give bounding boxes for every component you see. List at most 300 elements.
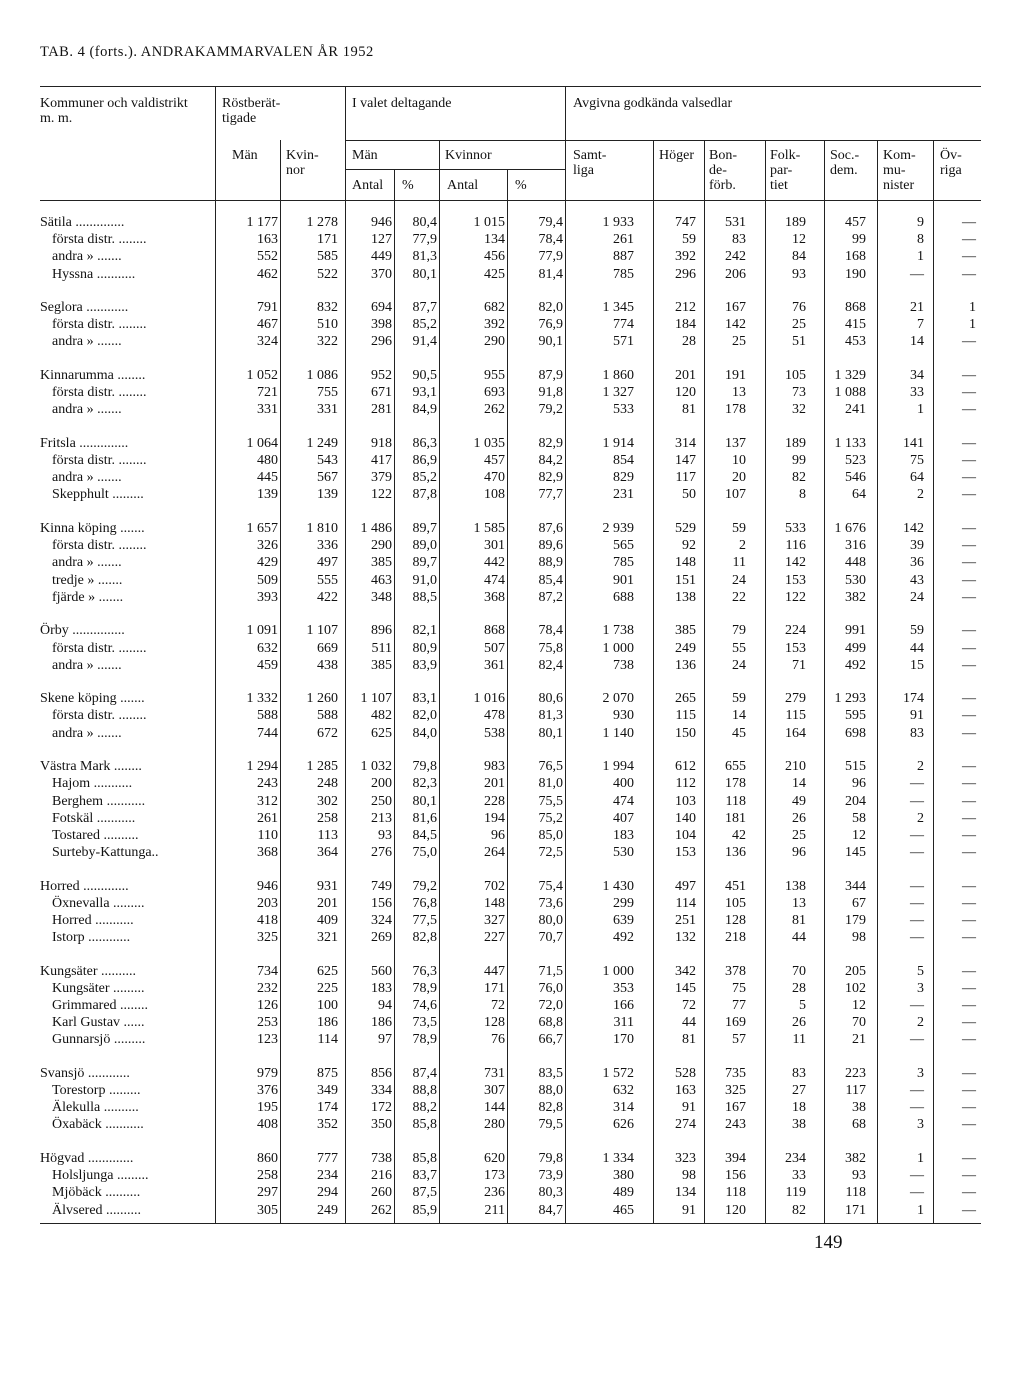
cell-kvinnor: 258 <box>317 810 338 826</box>
cell-deltagande-kvinnor-antal: 457 <box>484 453 505 469</box>
cell-bondeforb: 59 <box>732 521 746 537</box>
cell-ovriga: — <box>962 538 976 554</box>
cell-man: 480 <box>257 453 278 469</box>
cell-ovriga: — <box>962 827 976 843</box>
cell-hoger: 134 <box>675 1185 696 1201</box>
cell-samtliga: 170 <box>613 1032 634 1048</box>
cell-bondeforb: 10 <box>732 453 746 469</box>
row-name: Kungsäter ......... <box>52 980 145 996</box>
cell-kommunister: 2 <box>917 1015 924 1031</box>
cell-deltagande-man-antal: 856 <box>371 1066 392 1081</box>
cell-socdem: 117 <box>845 1083 866 1099</box>
cell-deltagande-kvinnor-pct: 77,9 <box>538 249 563 265</box>
header-divider <box>877 140 878 200</box>
cell-kommunister: 64 <box>910 470 924 486</box>
cell-deltagande-man-pct: 76,8 <box>412 895 437 911</box>
cell-kvinnor: 585 <box>317 249 338 265</box>
cell-socdem: 698 <box>845 725 866 741</box>
cell-deltagande-kvinnor-antal: 228 <box>484 793 505 809</box>
cell-deltagande-kvinnor-antal: 96 <box>491 827 505 843</box>
cell-socdem: 344 <box>845 878 866 894</box>
table-row <box>40 1014 981 1031</box>
cell-samtliga: 887 <box>613 249 634 265</box>
cell-socdem: 1 088 <box>834 385 866 401</box>
cell-ovriga: — <box>962 1083 976 1099</box>
cell-man: 195 <box>257 1100 278 1116</box>
cell-man: 462 <box>257 266 278 282</box>
cell-bondeforb: 178 <box>725 776 746 792</box>
cell-man: 418 <box>257 912 278 928</box>
cell-deltagande-kvinnor-antal: 148 <box>484 895 505 911</box>
cell-man: 305 <box>257 1202 278 1218</box>
cell-kvinnor: 522 <box>317 266 338 282</box>
row-name: första distr. ........ <box>52 317 147 333</box>
cell-deltagande-kvinnor-pct: 84,7 <box>538 1202 563 1218</box>
cell-socdem: 448 <box>845 555 866 571</box>
cell-deltagande-man-antal: 93 <box>378 827 392 843</box>
row-name: Kungsäter .......... <box>40 963 137 979</box>
cell-man: 258 <box>257 1168 278 1184</box>
cell-man: 744 <box>257 725 278 741</box>
row-name: Örby ............... <box>40 623 125 639</box>
cell-deltagande-man-pct: 89,7 <box>412 521 437 537</box>
cell-ovriga: — <box>962 1117 976 1133</box>
cell-deltagande-man-antal: 200 <box>371 776 392 792</box>
cell-deltagande-man-antal: 260 <box>371 1185 392 1201</box>
cell-bondeforb: 191 <box>725 368 746 384</box>
row-name: andra » ....... <box>52 657 122 673</box>
cell-deltagande-man-pct: 80,4 <box>412 215 437 230</box>
cell-deltagande-kvinnor-antal: 478 <box>484 708 505 724</box>
cell-deltagande-kvinnor-pct: 76,0 <box>538 980 563 996</box>
cell-deltagande-kvinnor-pct: 79,4 <box>538 215 563 230</box>
cell-samtliga: 533 <box>613 402 634 418</box>
cell-bondeforb: 218 <box>725 930 746 946</box>
cell-deltagande-kvinnor-antal: 134 <box>484 232 505 248</box>
cell-deltagande-man-antal: 250 <box>371 793 392 809</box>
cell-man: 261 <box>257 810 278 826</box>
cell-ovriga: — <box>962 895 976 911</box>
cell-samtliga: 166 <box>613 998 634 1013</box>
cell-deltagande-kvinnor-pct: 73,9 <box>538 1168 563 1184</box>
header-kvinnor: Kvin-nor <box>286 148 319 178</box>
cell-socdem: 868 <box>845 300 866 316</box>
cell-deltagande-man-antal: 463 <box>371 572 392 588</box>
header-pct-man: % <box>402 178 414 193</box>
table-row <box>40 572 981 589</box>
row-name: Seglora ............ <box>40 300 129 316</box>
cell-bondeforb: 451 <box>725 878 746 894</box>
cell-kommunister: 174 <box>903 691 924 707</box>
column-divider <box>933 200 934 1223</box>
cell-ovriga: — <box>962 691 976 707</box>
cell-socdem: 595 <box>845 708 866 724</box>
cell-kommunister: 36 <box>910 555 924 571</box>
row-name: Gunnarsjö ......... <box>52 1032 146 1048</box>
cell-deltagande-man-antal: 370 <box>371 266 392 282</box>
cell-samtliga: 1 738 <box>602 623 634 639</box>
table-row <box>40 1116 981 1133</box>
cell-kvinnor: 875 <box>317 1066 338 1081</box>
cell-ovriga: — <box>962 878 976 894</box>
cell-kommunister: 15 <box>910 657 924 673</box>
cell-ovriga: — <box>962 572 976 588</box>
cell-deltagande-man-pct: 84,9 <box>412 402 437 418</box>
cell-socdem: 58 <box>852 810 866 826</box>
cell-bondeforb: 394 <box>725 1151 746 1167</box>
cell-hoger: 44 <box>682 1015 696 1031</box>
cell-deltagande-kvinnor-pct: 68,8 <box>538 1015 563 1031</box>
cell-deltagande-kvinnor-antal: 425 <box>484 266 505 282</box>
cell-bondeforb: 167 <box>725 1100 746 1116</box>
cell-deltagande-man-antal: 127 <box>371 232 392 248</box>
cell-deltagande-man-antal: 97 <box>378 1032 392 1048</box>
cell-hoger: 91 <box>682 1202 696 1218</box>
cell-kvinnor: 201 <box>317 895 338 911</box>
cell-deltagande-man-pct: 82,1 <box>412 623 437 639</box>
cell-kvinnor: 1 086 <box>306 368 338 384</box>
cell-kommunister: 2 <box>917 759 924 775</box>
table-row <box>40 775 981 792</box>
cell-deltagande-kvinnor-pct: 88,0 <box>538 1083 563 1099</box>
cell-hoger: 212 <box>675 300 696 316</box>
cell-kvinnor: 174 <box>317 1100 338 1116</box>
cell-hoger: 145 <box>675 980 696 996</box>
cell-deltagande-man-pct: 74,6 <box>412 998 437 1013</box>
cell-kommunister: 44 <box>910 640 924 656</box>
cell-samtliga: 1 327 <box>602 385 634 401</box>
table-row <box>40 452 981 469</box>
cell-deltagande-man-antal: 296 <box>371 334 392 350</box>
cell-hoger: 201 <box>675 368 696 384</box>
cell-deltagande-kvinnor-antal: 194 <box>484 810 505 826</box>
row-name: Grimmared ........ <box>52 998 149 1013</box>
cell-deltagande-man-antal: 625 <box>371 725 392 741</box>
cell-man: 312 <box>257 793 278 809</box>
row-name: första distr. ........ <box>52 708 147 724</box>
cell-socdem: 68 <box>852 1117 866 1133</box>
cell-bondeforb: 77 <box>732 998 746 1013</box>
header-kommuner: Kommuner och valdistrikt m. m. <box>40 96 188 126</box>
cell-folkpartiet: 189 <box>785 215 806 230</box>
cell-kvinnor: 755 <box>317 385 338 401</box>
cell-samtliga: 1 572 <box>602 1066 634 1081</box>
cell-socdem: 457 <box>845 215 866 230</box>
cell-deltagande-kvinnor-pct: 87,6 <box>538 521 563 537</box>
table-row <box>40 589 981 606</box>
header-divider <box>215 86 216 200</box>
header-avgivna: Avgivna godkända valsedlar <box>573 96 733 111</box>
cell-bondeforb: 128 <box>725 912 746 928</box>
cell-deltagande-kvinnor-antal: 76 <box>491 1032 505 1048</box>
cell-samtliga: 829 <box>613 470 634 486</box>
header-rostberattigade: Röstberät-tigade <box>222 96 281 126</box>
cell-kommunister: 2 <box>917 487 924 503</box>
cell-kvinnor: 113 <box>317 827 338 843</box>
cell-kvinnor: 321 <box>317 930 338 946</box>
cell-kommunister: 142 <box>903 521 924 537</box>
cell-kommunister: — <box>910 776 924 792</box>
cell-folkpartiet: 224 <box>785 623 806 639</box>
cell-kvinnor: 832 <box>317 300 338 316</box>
cell-deltagande-kvinnor-pct: 80,0 <box>538 912 563 928</box>
row-name: andra » ....... <box>52 334 122 350</box>
header-man: Män <box>232 148 258 163</box>
row-name: Högvad ............. <box>40 1151 134 1167</box>
cell-deltagande-man-pct: 77,5 <box>412 912 437 928</box>
cell-socdem: 70 <box>852 1015 866 1031</box>
header-divider <box>439 140 440 200</box>
cell-deltagande-kvinnor-antal: 693 <box>484 385 505 401</box>
cell-bondeforb: 178 <box>725 402 746 418</box>
header-bondeforb: Bon-de-förb. <box>709 148 737 193</box>
cell-ovriga: — <box>962 845 976 860</box>
table-row <box>40 980 981 997</box>
cell-hoger: 140 <box>675 810 696 826</box>
header-divider <box>933 140 934 200</box>
cell-kommunister: 24 <box>910 589 924 605</box>
cell-deltagande-man-antal: 671 <box>371 385 392 401</box>
cell-socdem: 67 <box>852 895 866 911</box>
cell-hoger: 81 <box>682 402 696 418</box>
cell-deltagande-man-antal: 213 <box>371 810 392 826</box>
cell-deltagande-man-antal: 749 <box>371 878 392 894</box>
cell-deltagande-man-pct: 82,8 <box>412 930 437 946</box>
cell-deltagande-kvinnor-pct: 75,8 <box>538 640 563 656</box>
cell-man: 163 <box>257 232 278 248</box>
cell-kommunister: — <box>910 912 924 928</box>
row-name: Karl Gustav ...... <box>52 1015 145 1031</box>
cell-bondeforb: 120 <box>725 1202 746 1218</box>
cell-deltagande-man-pct: 85,2 <box>412 317 437 333</box>
cell-ovriga: 1 <box>969 300 976 316</box>
row-name: andra » ....... <box>52 249 122 265</box>
column-divider <box>877 200 878 1223</box>
cell-socdem: 316 <box>845 538 866 554</box>
row-name: tredje » ....... <box>52 572 123 588</box>
cell-deltagande-kvinnor-antal: 682 <box>484 300 505 316</box>
cell-deltagande-man-pct: 89,0 <box>412 538 437 554</box>
table-row <box>40 435 981 452</box>
top-rule <box>40 86 981 87</box>
cell-deltagande-man-antal: 417 <box>371 453 392 469</box>
cell-ovriga: — <box>962 1202 976 1218</box>
cell-samtliga: 1 933 <box>602 215 634 230</box>
header-i-valet: I valet deltagande <box>352 96 452 111</box>
cell-deltagande-man-antal: 156 <box>371 895 392 911</box>
cell-man: 1 052 <box>246 368 278 384</box>
cell-ovriga: — <box>962 980 976 996</box>
table-row <box>40 248 981 265</box>
header-divider <box>765 140 766 200</box>
cell-man: 297 <box>257 1185 278 1201</box>
rule-avgivna <box>565 140 981 141</box>
header-kommunister: Kom-mu-nister <box>883 148 916 193</box>
row-name: första distr. ........ <box>52 640 147 656</box>
cell-samtliga: 530 <box>613 845 634 860</box>
table-row <box>40 333 981 350</box>
cell-kommunister: 1 <box>917 402 924 418</box>
column-divider <box>215 200 216 1223</box>
cell-folkpartiet: 18 <box>792 1100 806 1116</box>
cell-deltagande-kvinnor-pct: 87,2 <box>538 589 563 605</box>
cell-kvinnor: 171 <box>317 232 338 248</box>
cell-folkpartiet: 82 <box>792 1202 806 1218</box>
cell-ovriga: — <box>962 930 976 946</box>
cell-socdem: 96 <box>852 776 866 792</box>
cell-deltagande-kvinnor-pct: 85,0 <box>538 827 563 843</box>
cell-samtliga: 785 <box>613 555 634 571</box>
row-name: fjärde » ....... <box>52 589 124 605</box>
row-name: Istorp ............ <box>52 930 131 946</box>
cell-socdem: 382 <box>845 1151 866 1167</box>
cell-bondeforb: 105 <box>725 895 746 911</box>
table-row <box>40 657 981 674</box>
cell-kvinnor: 510 <box>317 317 338 333</box>
cell-bondeforb: 107 <box>725 487 746 503</box>
cell-deltagande-man-pct: 80,1 <box>412 266 437 282</box>
cell-folkpartiet: 153 <box>785 572 806 588</box>
cell-man: 1 657 <box>246 521 278 537</box>
cell-bondeforb: 206 <box>725 266 746 282</box>
cell-deltagande-kvinnor-antal: 307 <box>484 1083 505 1099</box>
cell-ovriga: — <box>962 998 976 1013</box>
cell-samtliga: 738 <box>613 657 634 673</box>
cell-man: 139 <box>257 487 278 503</box>
cell-kvinnor: 1 285 <box>306 759 338 775</box>
cell-kommunister: 141 <box>903 436 924 451</box>
cell-ovriga: — <box>962 776 976 792</box>
cell-kvinnor: 331 <box>317 402 338 418</box>
cell-deltagande-man-antal: 348 <box>371 589 392 605</box>
cell-deltagande-kvinnor-antal: 171 <box>484 980 505 996</box>
cell-samtliga: 183 <box>613 827 634 843</box>
cell-deltagande-kvinnor-antal: 474 <box>484 572 505 588</box>
cell-hoger: 50 <box>682 487 696 503</box>
cell-ovriga: — <box>962 521 976 537</box>
cell-samtliga: 400 <box>613 776 634 792</box>
cell-folkpartiet: 32 <box>792 402 806 418</box>
cell-kvinnor: 139 <box>317 487 338 503</box>
cell-samtliga: 474 <box>613 793 634 809</box>
cell-samtliga: 571 <box>613 334 634 350</box>
cell-folkpartiet: 115 <box>785 708 806 724</box>
cell-folkpartiet: 83 <box>792 1066 806 1081</box>
cell-kvinnor: 543 <box>317 453 338 469</box>
cell-bondeforb: 2 <box>739 538 746 554</box>
cell-socdem: 1 293 <box>834 691 866 707</box>
cell-folkpartiet: 27 <box>792 1083 806 1099</box>
cell-deltagande-kvinnor-pct: 78,4 <box>538 623 563 639</box>
cell-deltagande-man-pct: 88,2 <box>412 1100 437 1116</box>
cell-deltagande-kvinnor-antal: 144 <box>484 1100 505 1116</box>
cell-deltagande-man-pct: 88,5 <box>412 589 437 605</box>
cell-kommunister: — <box>910 998 924 1013</box>
cell-ovriga: — <box>962 334 976 350</box>
cell-socdem: 145 <box>845 845 866 860</box>
header-ovriga: Öv-riga <box>940 148 962 178</box>
cell-kvinnor: 1 278 <box>306 215 338 230</box>
cell-samtliga: 489 <box>613 1185 634 1201</box>
cell-hoger: 151 <box>675 572 696 588</box>
cell-kvinnor: 225 <box>317 980 338 996</box>
column-divider <box>704 200 705 1223</box>
cell-deltagande-kvinnor-pct: 66,7 <box>538 1032 563 1048</box>
header-antal-kvinnor: Antal <box>447 178 479 193</box>
cell-ovriga: — <box>962 793 976 809</box>
cell-deltagande-kvinnor-antal: 201 <box>484 776 505 792</box>
cell-kvinnor: 1 810 <box>306 521 338 537</box>
cell-folkpartiet: 13 <box>792 895 806 911</box>
cell-kommunister: 59 <box>910 623 924 639</box>
cell-bondeforb: 142 <box>725 317 746 333</box>
cell-ovriga: — <box>962 215 976 230</box>
cell-hoger: 136 <box>675 657 696 673</box>
cell-deltagande-kvinnor-antal: 447 <box>484 963 505 979</box>
cell-deltagande-man-pct: 73,5 <box>412 1015 437 1031</box>
table-row <box>40 469 981 486</box>
row-name: Hyssna ........... <box>52 266 136 282</box>
cell-deltagande-man-pct: 83,1 <box>412 691 437 707</box>
cell-man: 509 <box>257 572 278 588</box>
cell-deltagande-man-pct: 84,0 <box>412 725 437 741</box>
cell-kommunister: 75 <box>910 453 924 469</box>
header-divider <box>345 86 346 200</box>
cell-samtliga: 1 994 <box>602 759 634 775</box>
header-folkpartiet: Folk-par-tiet <box>770 148 801 193</box>
cell-samtliga: 785 <box>613 266 634 282</box>
cell-kommunister: 7 <box>917 317 924 333</box>
cell-ovriga: — <box>962 1032 976 1048</box>
cell-bondeforb: 83 <box>732 232 746 248</box>
header-kvinnor-deltagande: Kvinnor <box>445 148 492 163</box>
cell-bondeforb: 242 <box>725 249 746 265</box>
row-name: andra » ....... <box>52 470 122 486</box>
cell-samtliga: 639 <box>613 912 634 928</box>
row-name: Skene köping ....... <box>40 691 145 707</box>
cell-deltagande-kvinnor-pct: 80,6 <box>538 691 563 707</box>
cell-hoger: 392 <box>675 249 696 265</box>
cell-deltagande-kvinnor-antal: 1 585 <box>473 521 505 537</box>
cell-bondeforb: 79 <box>732 623 746 639</box>
row-name: Horred ............. <box>40 878 129 894</box>
cell-deltagande-kvinnor-pct: 81,4 <box>538 266 563 282</box>
header-divider <box>394 169 395 200</box>
cell-folkpartiet: 28 <box>792 980 806 996</box>
cell-folkpartiet: 84 <box>792 249 806 265</box>
cell-bondeforb: 25 <box>732 334 746 350</box>
cell-deltagande-man-pct: 86,3 <box>412 436 437 451</box>
cell-hoger: 117 <box>675 470 696 486</box>
cell-deltagande-kvinnor-antal: 983 <box>484 759 505 775</box>
cell-hoger: 148 <box>675 555 696 571</box>
cell-kvinnor: 567 <box>317 470 338 486</box>
cell-deltagande-kvinnor-pct: 82,8 <box>538 1100 563 1116</box>
cell-deltagande-kvinnor-antal: 1 015 <box>473 215 505 230</box>
cell-ovriga: — <box>962 1100 976 1116</box>
row-name: Öxabäck ........... <box>52 1117 144 1133</box>
cell-deltagande-man-pct: 88,8 <box>412 1083 437 1099</box>
cell-socdem: 1 133 <box>834 436 866 451</box>
cell-hoger: 251 <box>675 912 696 928</box>
cell-deltagande-kvinnor-antal: 1 035 <box>473 436 505 451</box>
cell-deltagande-man-antal: 379 <box>371 470 392 486</box>
cell-deltagande-kvinnor-pct: 73,6 <box>538 895 563 911</box>
table-row <box>40 537 981 554</box>
cell-socdem: 415 <box>845 317 866 333</box>
cell-folkpartiet: 44 <box>792 930 806 946</box>
cell-deltagande-kvinnor-antal: 538 <box>484 725 505 741</box>
